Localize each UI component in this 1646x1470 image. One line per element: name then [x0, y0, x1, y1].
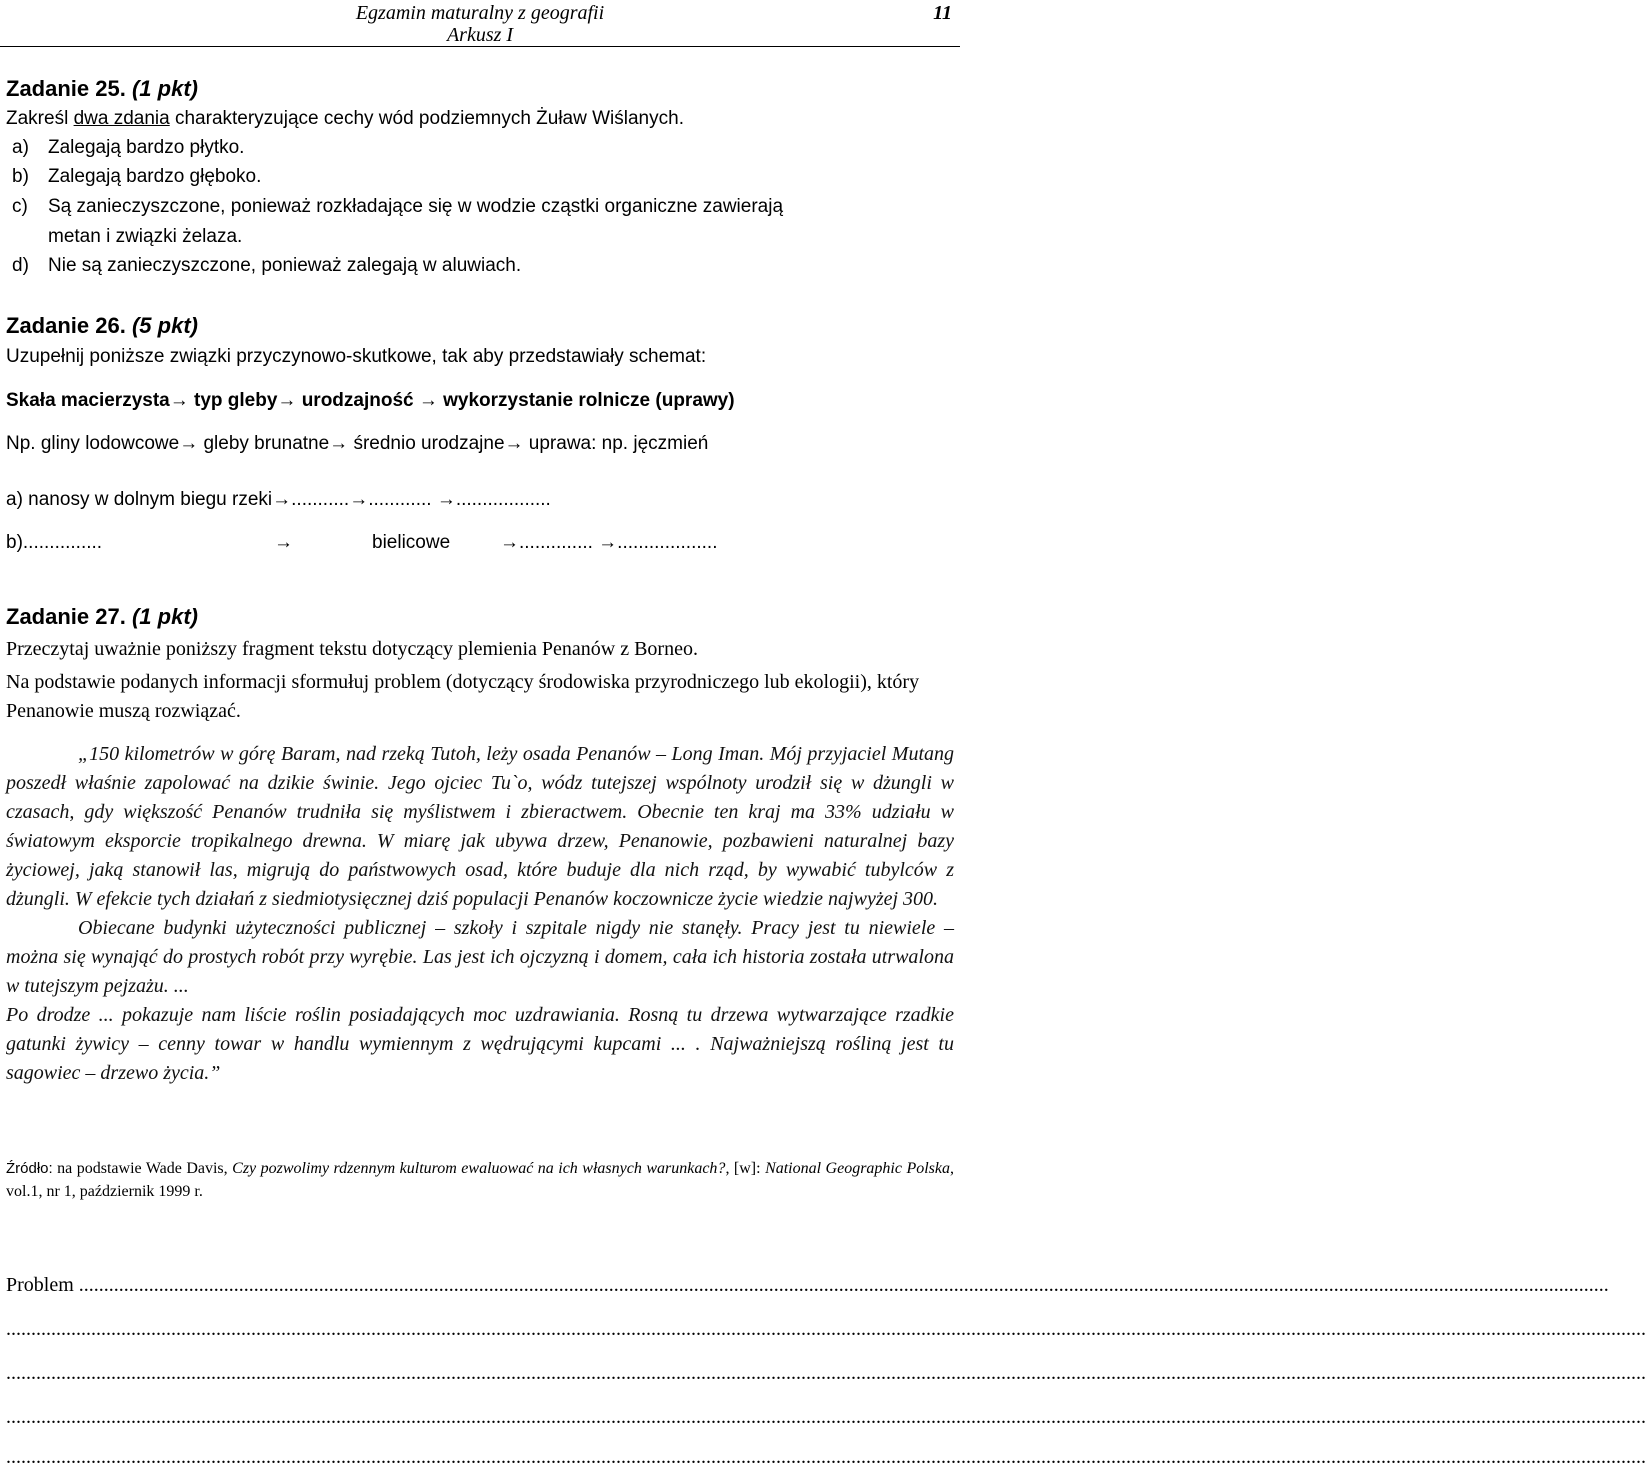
answer-problem-line[interactable]	[6, 1274, 1609, 1297]
task26-row-b-start[interactable]: b)...............	[6, 532, 103, 553]
source-journal: National Geographic Polska	[765, 1160, 951, 1177]
option-letter: a)	[12, 137, 29, 158]
task25-option-d[interactable]	[12, 255, 522, 277]
task27-title	[6, 604, 198, 630]
source-text-2: , [w]:	[725, 1160, 766, 1177]
task26-row-a[interactable]: a) nanosy w dolnym biegu rzeki→...........→............ →..................	[6, 489, 551, 510]
option-text: Zalegają bardzo głęboko.	[48, 166, 262, 187]
task26-schema: Skała macierzysta→ typ gleby→ urodzajność → wykorzystanie rolnicze (uprawy)	[6, 390, 735, 411]
task25-option-c-cont: metan i związki żelaza.	[48, 226, 243, 247]
option-letter: d)	[12, 255, 29, 276]
source-label: Źródło:	[6, 1160, 53, 1177]
answer-line-5[interactable]: ........................................................................................................................................................................................................................................................................................................................................	[6, 1446, 1646, 1468]
task26-title-text: Zadanie 26.	[6, 313, 126, 338]
task25-option-b[interactable]	[12, 166, 262, 188]
option-text: Są zanieczyszczone, ponieważ rozkładające się w wodzie cząstki organiczne zawierają	[48, 196, 784, 217]
task25-title-text: Zadanie 25.	[6, 76, 126, 101]
option-letter: b)	[12, 166, 29, 187]
task26-row-b-end[interactable]: →.............. →...................	[500, 532, 718, 553]
task26-row-b-soil: bielicowe	[372, 532, 451, 553]
answer-label: Problem	[6, 1274, 74, 1296]
task26-example: Np. gliny lodowcowe→ gleby brunatne→ średnio urodzajne→ uprawa: np. jęczmień	[6, 433, 709, 454]
source-text-3: , vol.1, nr 1, październik 1999 r.	[6, 1160, 955, 1200]
source-title: Czy pozwolimy rdzennym kulturom ewaluować na ich własnych warunkach?	[232, 1160, 726, 1177]
task25-instr-underlined: dwa zdania	[73, 108, 170, 129]
answer-line-4[interactable]: ........................................................................................................................................................................................................................................................................................................................................	[6, 1406, 1646, 1428]
task25-option-c[interactable]	[12, 196, 784, 218]
task26-points: (5 pkt)	[131, 313, 198, 338]
task25-option-a[interactable]	[12, 137, 245, 159]
task27-points: (1 pkt)	[131, 604, 198, 629]
quote-paragraph-3: Po drodze ... pokazuje nam liście roślin posiadających moc uzdrawiania. Rosną tu drzewa wytwarzające rzadkie gatunki żywicy – cenny towar w handlu wymiennym z wędrującymi kupcami ... . Najważniejszą rośliną jest tu sagowiec – drzewo życia.”	[6, 1004, 954, 1084]
task27-instruction-1: Przeczytaj uważnie poniższy fragment tekstu dotyczący plemienia Penanów z Borneo.	[6, 638, 698, 660]
task27-title-text: Zadanie 27.	[6, 604, 126, 629]
task26-title	[6, 313, 198, 339]
option-letter: c)	[12, 196, 28, 217]
header-rule	[0, 46, 960, 47]
option-text: Nie są zanieczyszczone, ponieważ zalegają w aluwiach.	[48, 255, 522, 276]
page-number: 11	[933, 2, 952, 24]
header-subtitle: Arkusz I	[446, 24, 514, 46]
task25-points: (1 pkt)	[131, 76, 198, 101]
task26-row-b-arrow: →	[274, 532, 293, 553]
answer-line-2[interactable]: ........................................................................................................................................................................................................................................................................................................................................	[6, 1318, 1646, 1340]
task25-instr-pre: Zakreśl	[6, 108, 74, 129]
task26-instruction: Uzupełnij poniższe związki przyczynowo-skutkowe, tak aby przedstawiały schemat:	[6, 346, 707, 367]
source-citation	[6, 1157, 954, 1203]
task27-instruction-2: Na podstawie podanych informacji sformułuj problem (dotyczący środowiska przyrodniczego lub ekologii), który Penanowie muszą rozwiązać.	[6, 671, 920, 722]
task25-instr-post: charakteryzujące cechy wód podziemnych Żuław Wiślanych.	[169, 108, 684, 129]
quote-paragraph-2: Obiecane budynki użyteczności publicznej – szkoły i szpitale nigdy nie stanęły. Pracy jest tu niewiele – można się wynająć do prostych robót przy wyrębie. Las jest ich ojczyzną i domem, cała ich historia została utrwalona w tutejszym pejzażu. ...	[6, 917, 954, 997]
answer-dots: ..................................................................................................................................................................................................................................................................................................................	[78, 1274, 1609, 1296]
source-text: na podstawie Wade Davis,	[52, 1160, 233, 1177]
header-title: Egzamin maturalny z geografii	[355, 2, 605, 24]
quote-block	[6, 740, 954, 1088]
answer-line-3[interactable]: ........................................................................................................................................................................................................................................................................................................................................	[6, 1362, 1646, 1384]
task25-title	[6, 76, 198, 102]
quote-paragraph-1: „150 kilometrów w górę Baram, nad rzeką Tutoh, leży osada Penanów – Long Iman. Mój przyjaciel Mutang poszedł właśnie zapolować na dzikie świnie. Jego ojciec Tu`o, wódz tutejszej wspólnoty urodził się w dżungli w czasach, gdy większość Penanów trudniła się myślistwem i zbieractwem. Obecnie ten kraj ma 33% udziału w światowym eksporcie tropikalnego drewna. W miarę jak ubywa drzew, Penanowie, pozbawieni naturalnej bazy życiowej, jaką stanowił las, migrują do państwowych osad, które buduje dla nich rząd, by wywabić tubylców z dżungli. W efekcie tych działań z siedmiotysięcznej dziś populacji Penanów koczownicze życie wiedzie najwyżej 300.	[6, 743, 954, 910]
task25-instruction	[6, 108, 684, 130]
option-text: Zalegają bardzo płytko.	[48, 137, 245, 158]
